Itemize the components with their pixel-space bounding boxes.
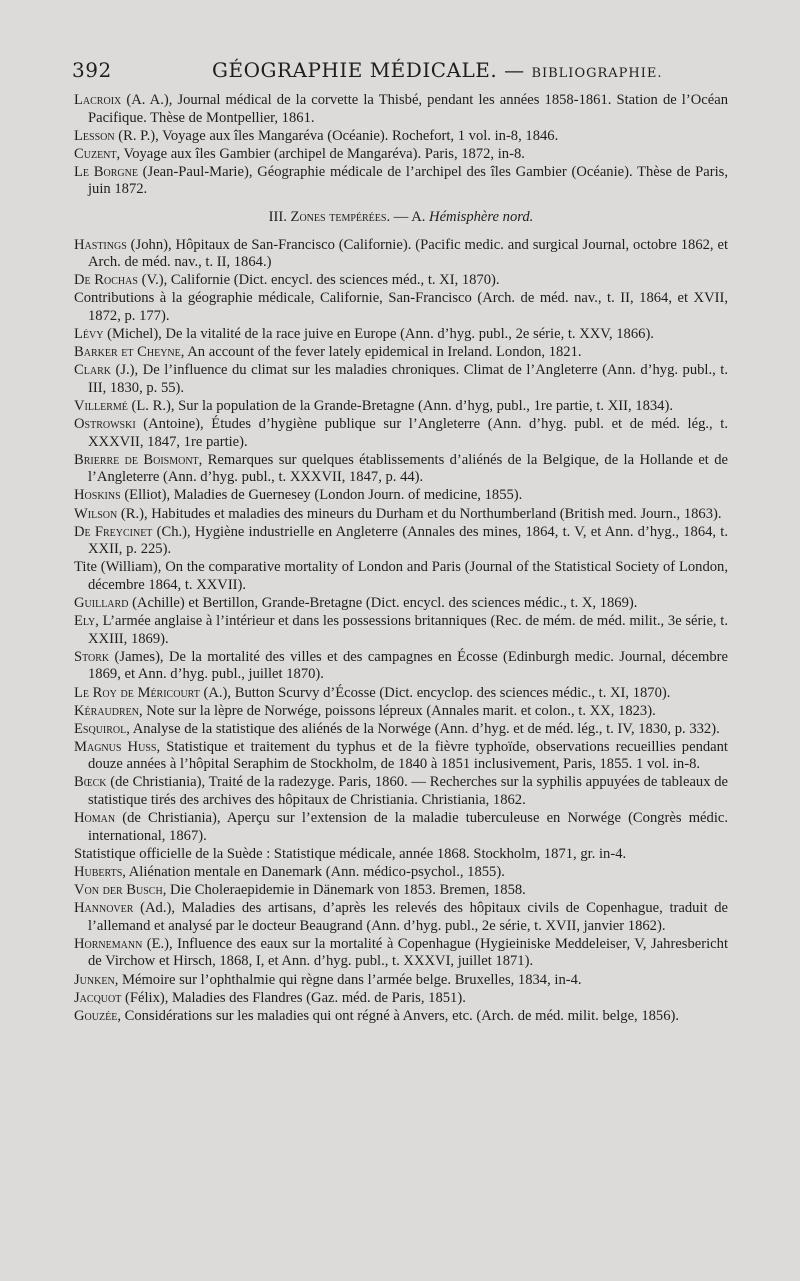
- bibliography-entry: [74, 452, 728, 487]
- bibliography-entry: [74, 721, 728, 739]
- entry-text: (Antoine), Études d’hygiène publique sur l’Angleterre (Ann. d’hyg. publ. et de méd. lég., t. XXXVII, 1847, 1re partie).: [88, 416, 728, 450]
- entry-text: (E.), Influence des eaux sur la mortalité à Copenhague (Hygieiniske Meddeleiser, V, Jahresbericht de Virchow et Hirsch, 1868, I, et Ann. d’hyg. publ., t. XXXVI, juillet 1871).: [88, 935, 728, 970]
- section-subtitle: Hémisphère nord.: [429, 209, 534, 226]
- entry-author: Cuzent: [74, 145, 117, 162]
- running-separator: —: [497, 58, 532, 82]
- entry-text: (V.), Californie (Dict. encycl. des sciences méd., t. XI, 1870).: [137, 272, 500, 289]
- entry-text: , Die Choleraepidemie in Dänemark von 1853. Bremen, 1858.: [162, 882, 526, 899]
- entry-text: (de Christiania), Aperçu sur l’extension de la maladie tuberculeuse en Norwége (Congrès médic. international, 1867).: [88, 810, 728, 844]
- entry-text: (John), Hôpitaux de San-Francisco (Californie). (Pacific medic. and surgical Journal, octobre 1862, et Arch. de méd. nav., t. II, 1864.): [88, 236, 728, 271]
- entry-text: , Mémoire sur l’ophthalmie qui règne dans l’armée belge. Bruxelles, 1834, in-4.: [114, 971, 582, 988]
- entry-author: Gouzée: [74, 1007, 118, 1024]
- bibliography-entry: [74, 326, 728, 344]
- bibliography-body: [74, 92, 728, 1026]
- bibliography-entry: [74, 613, 728, 648]
- entry-author: Lévy: [74, 326, 104, 343]
- entry-text: (Jean-Paul-Marie), Géographie médicale de l’archipel des îles Gambier (Océanie). Thèse de Paris, juin 1872.: [88, 163, 728, 198]
- entry-author: Hornemann: [74, 935, 143, 952]
- section-heading: [74, 209, 728, 227]
- entry-author: Kéraudren: [74, 702, 139, 719]
- entry-author: Magnus Huss: [74, 738, 157, 755]
- running-title: GÉOGRAPHIE MÉDICALE.: [212, 58, 498, 82]
- bibliography-entry: [74, 685, 728, 703]
- entry-author: Ostrowski: [74, 416, 136, 433]
- entry-author: Brierre de Boismont: [74, 451, 199, 468]
- entry-text: (de Christiania), Traité de la radezyge. Paris, 1860. — Recherches sur la syphilis appuyées de tableaux de statistique tirés des archives des hôpitaux de Christiania. Christiania, 1862.: [88, 774, 728, 809]
- bibliography-entry: [74, 810, 728, 845]
- running-subtitle: BIBLIOGRAPHIE.: [531, 66, 663, 81]
- bibliography-entry: [74, 972, 728, 990]
- entry-author: Junken: [74, 971, 115, 988]
- entry-author: Lesson: [74, 127, 115, 144]
- entry-author: Hastings: [74, 236, 127, 253]
- bibliography-entry: [74, 900, 728, 935]
- entry-author: Hannover: [74, 900, 134, 917]
- bibliography-entry: [74, 990, 728, 1008]
- bibliography-entry: [74, 92, 728, 127]
- entry-text: (Michel), De la vitalité de la race juive en Europe (Ann. d’hyg. publ., 2e série, t. XXV, 1866).: [103, 326, 654, 343]
- entry-author: Homan: [74, 810, 116, 827]
- entry-author: Lacroix: [74, 92, 122, 108]
- entry-text: (R. P.), Voyage aux îles Mangaréva (Océanie). Rochefort, 1 vol. in-8, 1846.: [114, 127, 559, 144]
- entry-text: (James), De la mortalité des villes et des campagnes en Écosse (Edinburgh medic. Journal, décembre 1869, et Ann. d’hyg. publ., juillet 1870).: [88, 648, 728, 683]
- bibliography-entry: [74, 344, 728, 362]
- entry-text: , L’armée anglaise à l’intérieur et dans les possessions britanniques (Rec. de mém. de méd. milit., 3e série, t. XXIII, 1869).: [88, 613, 728, 647]
- entry-text: (Ad.), Maladies des artisans, d’après les relevés des hôpitaux civils de Copenhague, traduit de l’allemand et analysé par le docteur Beaugrand (Ann. d’hyg. publ., 2e série, t. XVII, janvier 1862).: [88, 900, 728, 934]
- entry-author: Le Roy de Méricourt: [74, 684, 200, 701]
- entry-text: , Aliénation mentale en Danemark (Ann. médico-psychol., 1855).: [122, 863, 505, 880]
- bibliography-entry: [74, 864, 728, 882]
- entry-text: , Analyse de la statistique des aliénés de la Norwége (Ann. d’hyg. et de méd. lég., t. IV, 1830, p. 332).: [126, 720, 720, 737]
- bibliography-entry: [74, 1008, 728, 1026]
- bibliography-list-temperate: [74, 237, 728, 1026]
- entry-text: (Ch.), Hygiène industrielle en Angleterre (Annales des mines, 1864, t. V, et Ann. d’hyg., 1864, t. XXII, p. 225).: [88, 523, 728, 558]
- bibliography-entry: [74, 237, 728, 272]
- bibliography-entry: [74, 164, 728, 199]
- bibliography-entry: [74, 649, 728, 684]
- entry-text: Contributions à la géographie médicale, Californie, San-Francisco (Arch. de méd. nav., t. II, 1864, et XVII, 1872, p. 177).: [74, 290, 728, 325]
- entry-text: (Achille) et Bertillon, Grande-Bretagne (Dict. encycl. des sciences médic., t. X, 1869).: [128, 595, 638, 612]
- bibliography-entry: [74, 506, 728, 524]
- bibliography-entry: [74, 487, 728, 505]
- bibliography-entry: [74, 559, 728, 594]
- section-number: III.: [268, 209, 291, 226]
- entry-author: Hoskins: [74, 487, 121, 504]
- entry-text: (J.), De l’influence du climat sur les maladies chroniques. Climat de l’Angleterre (Ann. d’hyg. publ., t. III, 1830, p. 55).: [88, 362, 728, 396]
- bibliography-entry: [74, 146, 728, 164]
- bibliography-entry: [74, 416, 728, 451]
- bibliography-entry: [74, 595, 728, 613]
- running-head: [212, 58, 663, 82]
- bibliography-entry: [74, 290, 728, 325]
- section-dash: — A.: [390, 209, 430, 226]
- entry-text: (Elliot), Maladies de Guernesey (London Journ. of medicine, 1855).: [120, 487, 523, 504]
- bibliography-entry: [74, 774, 728, 809]
- bibliography-entry: [74, 362, 728, 397]
- page-number: 392: [72, 58, 112, 82]
- entry-author: Von der Busch: [74, 882, 163, 899]
- entry-text: (R.), Habitudes et maladies des mineurs du Durham et du Northumberland (British med. Journ., 1863).: [117, 505, 722, 522]
- bibliography-entry: [74, 398, 728, 416]
- bibliography-entry: [74, 936, 728, 971]
- bibliography-entry: [74, 739, 728, 774]
- entry-text: , Note sur la lèpre de Norwége, poissons lépreux (Annales marit. et colon., t. XX, 1823).: [138, 702, 656, 719]
- section-title: Zones tempérées.: [290, 209, 391, 226]
- entry-author: Bœck: [74, 774, 107, 791]
- entry-author: Esquirol: [74, 720, 127, 737]
- entry-text: , An account of the fever lately epidemical in Ireland. London, 1821.: [180, 344, 582, 361]
- entry-text: , Voyage aux îles Gambier (archipel de Mangaréva). Paris, 1872, in-8.: [116, 145, 525, 162]
- bibliography-entry: [74, 128, 728, 146]
- bibliography-entry: [74, 882, 728, 900]
- entry-author: Barker et Cheyne: [74, 344, 181, 361]
- entry-text: Tite (William), On the comparative mortality of London and Paris (Journal of the Statistical Society of London, décembre 1864, t. XXVII).: [74, 559, 728, 593]
- entry-author: Huberts: [74, 863, 123, 880]
- entry-author: Guillard: [74, 595, 129, 612]
- entry-text: (A.), Button Scurvy d’Écosse (Dict. encyclop. des sciences médic., t. XI, 1870).: [199, 684, 671, 701]
- entry-author: Villermé: [74, 398, 128, 414]
- bibliography-entry: [74, 846, 728, 864]
- bibliography-list-oceania: [74, 92, 728, 199]
- entry-author: Jacquot: [74, 989, 122, 1006]
- entry-text: (L. R.), Sur la population de la Grande-Bretagne (Ann. d’hyg, publ., 1re partie, t. XII, 1834).: [127, 398, 673, 414]
- entry-author: De Rochas: [74, 272, 138, 289]
- entry-text: , Considérations sur les maladies qui ont régné à Anvers, etc. (Arch. de méd. milit. belge, 1856).: [117, 1007, 680, 1024]
- entry-author: Ely: [74, 613, 96, 630]
- bibliography-entry: [74, 703, 728, 721]
- entry-text: , Remarques sur quelques établissements d’aliénés de la Belgique, de la Hollande et de l’Angleterre (Ann. d’hyg. publ., t. XXXVII, 1847, p. 44).: [88, 451, 728, 486]
- entry-text: , Statistique et traitement du typhus et de la fièvre typhoïde, observations recueillies pendant douze années à l’hôpital Seraphim de Stockholm, de 1840 à 1851 inclusivement, Paris, 1855. 1 vol. in-8.: [88, 738, 728, 773]
- entry-author: De Freycinet: [74, 523, 153, 540]
- bibliography-entry: [74, 524, 728, 559]
- entry-author: Le Borgne: [74, 163, 138, 180]
- entry-author: Clark: [74, 362, 111, 379]
- entry-text: Statistique officielle de la Suède : Statistique médicale, année 1868. Stockholm, 1871, gr. in-4.: [74, 845, 627, 862]
- entry-text: (A. A.), Journal médical de la corvette la Thisbé, pendant les années 1858-1861. Station de l’Océan Pacifique. Thèse de Montpellier, 1861.: [88, 92, 728, 126]
- entry-text: (Félix), Maladies des Flandres (Gaz. méd. de Paris, 1851).: [121, 989, 466, 1006]
- entry-author: Stork: [74, 648, 110, 665]
- entry-author: Wilson: [74, 505, 118, 522]
- bibliography-entry: [74, 272, 728, 290]
